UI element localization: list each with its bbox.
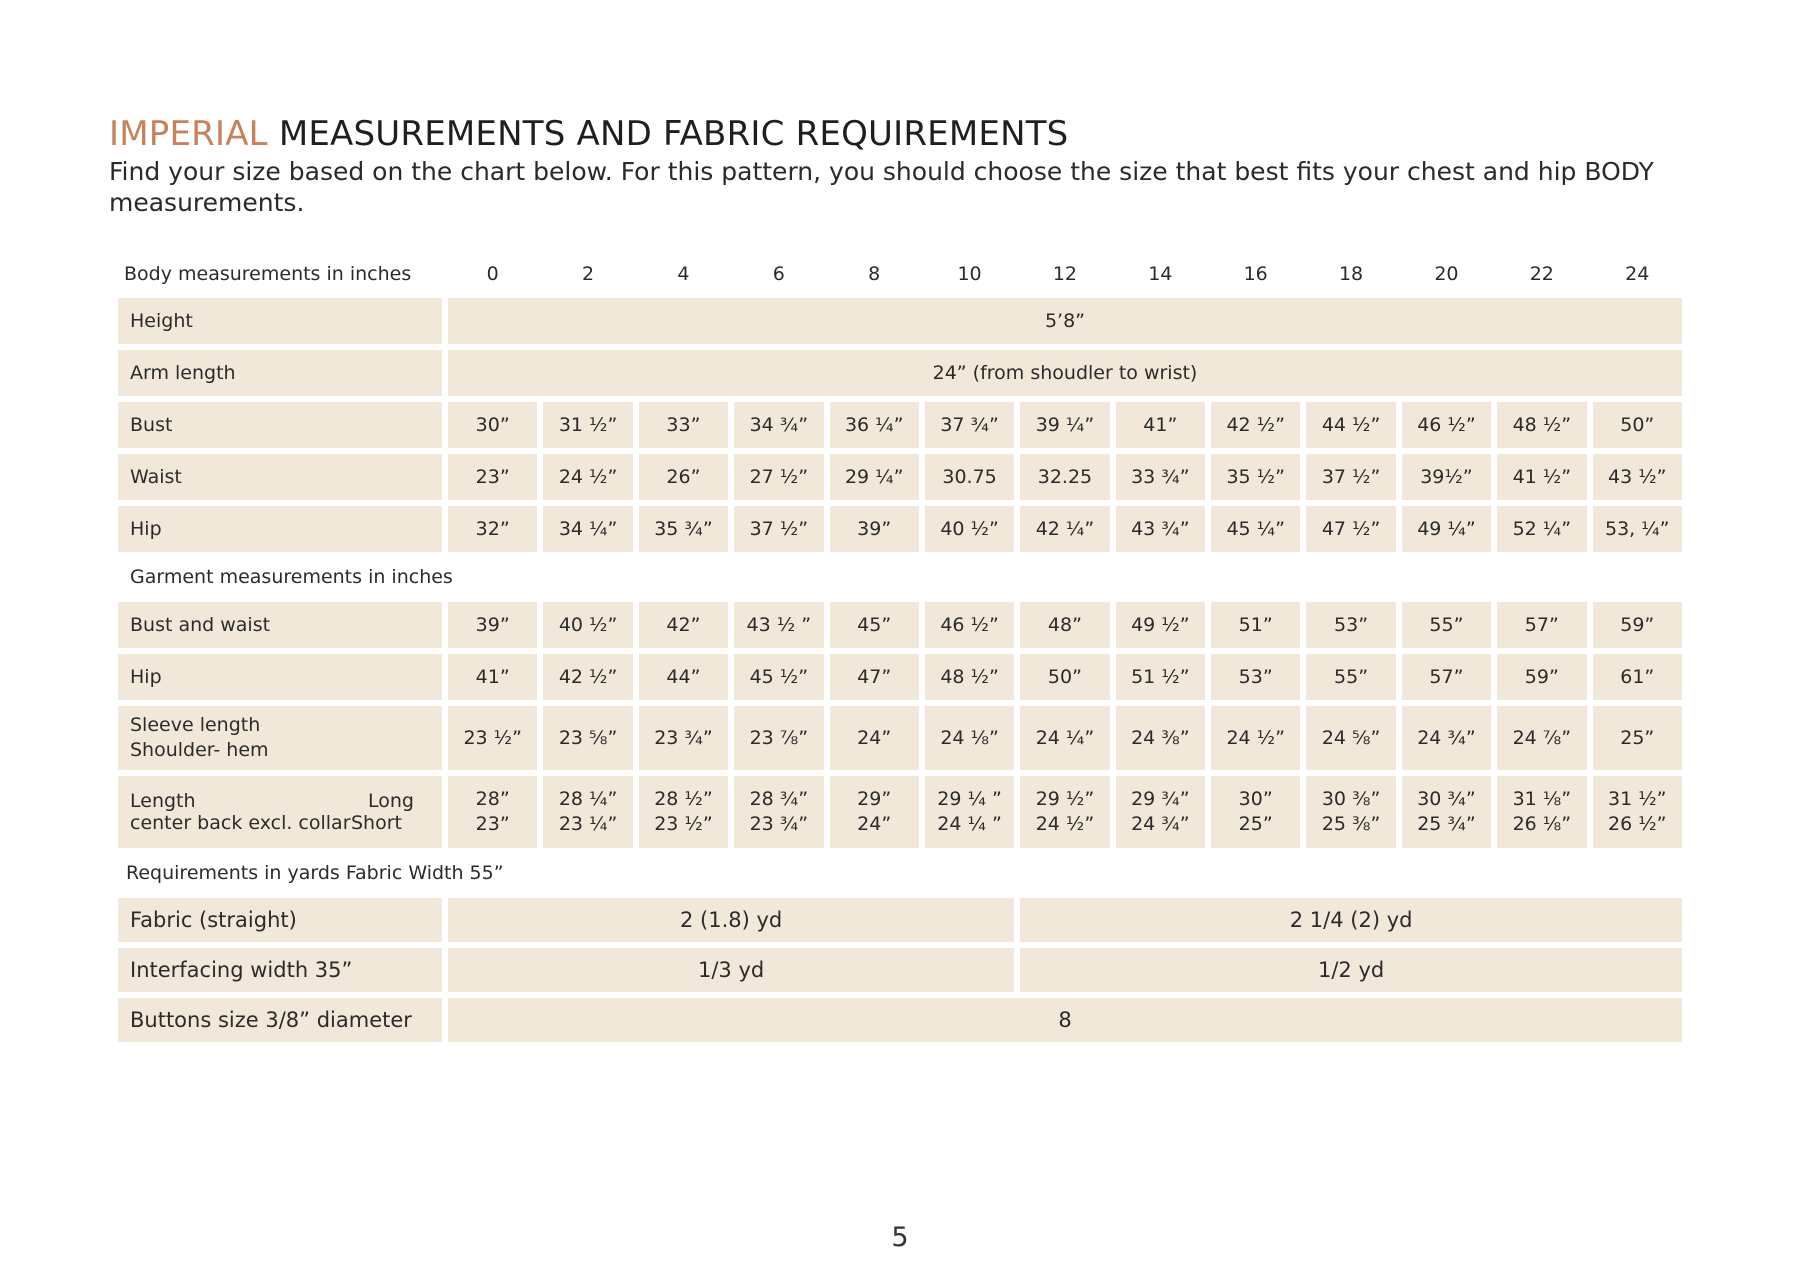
page-number: 5: [891, 1222, 909, 1253]
cell: 46 ½”: [925, 602, 1014, 648]
size-6: 6: [772, 263, 785, 285]
label-line-2: Shoulder- hem: [130, 739, 269, 761]
short-value: 24 ¾”: [1131, 813, 1190, 835]
cell: 26”: [639, 454, 728, 500]
cell: 41”: [1116, 402, 1205, 448]
long-value: 30 ⅜”: [1321, 788, 1381, 810]
cell: 36 ¼”: [830, 402, 919, 448]
cell: 27 ½”: [734, 454, 823, 500]
long-value: 28”: [475, 788, 510, 810]
size-14: 14: [1148, 263, 1173, 285]
hip-row: [118, 506, 1682, 552]
cell: [1306, 776, 1395, 848]
long-label: Long: [368, 790, 414, 812]
buttons-value: 8: [448, 998, 1682, 1042]
row-label: [118, 776, 442, 848]
interfacing-row: [118, 948, 1682, 992]
cell: 24 ⅜”: [1116, 706, 1205, 770]
short-value: 23”: [475, 813, 510, 835]
cell: 24 ½”: [543, 454, 632, 500]
bust-row: [118, 402, 1682, 448]
size-24: 24: [1625, 263, 1650, 285]
cell: 40 ½”: [925, 506, 1014, 552]
short-value: 23 ½”: [654, 813, 713, 835]
cell: 55”: [1306, 654, 1395, 700]
cell: 37 ¾”: [925, 402, 1014, 448]
cell: 48 ½”: [1497, 402, 1586, 448]
cell: 42 ½”: [1211, 402, 1300, 448]
long-value: 28 ¾”: [749, 788, 809, 810]
cell: 47 ½”: [1306, 506, 1395, 552]
short-value: 23 ¼”: [558, 813, 618, 835]
cell: [1020, 776, 1109, 848]
cell: 43 ¾”: [1116, 506, 1205, 552]
row-label: Fabric (straight): [118, 898, 442, 942]
cell: [448, 776, 537, 848]
size-8: 8: [868, 263, 881, 285]
long-value: 29 ¾”: [1131, 788, 1190, 810]
height-value: 5’8”: [448, 298, 1682, 344]
cell: 24 ⅞”: [1497, 706, 1586, 770]
long-value: 31 ⅛”: [1512, 788, 1572, 810]
sleeve-length-row: [118, 706, 1682, 770]
row-label: [118, 706, 442, 770]
length-label: Length: [130, 790, 196, 812]
size-12: 12: [1052, 263, 1078, 285]
cell: 30”: [448, 402, 537, 448]
long-value: 30 ¾”: [1417, 788, 1476, 810]
cell: 43 ½”: [1593, 454, 1683, 500]
cell: 30.75: [925, 454, 1014, 500]
length-row: [118, 776, 1682, 848]
cell: 53”: [1306, 602, 1395, 648]
arm-length-value: 24” (from shoudler to wrist): [448, 350, 1682, 396]
cell: 44”: [639, 654, 728, 700]
cell: 48 ½”: [925, 654, 1014, 700]
requirements-section-row: [118, 854, 1682, 892]
long-value: 29 ½”: [1035, 788, 1095, 810]
cell: 39”: [448, 602, 537, 648]
cell: 49 ½”: [1116, 602, 1205, 648]
cell: 35 ¾”: [639, 506, 728, 552]
cell: [734, 776, 823, 848]
cell: 35 ½”: [1211, 454, 1300, 500]
cell: [830, 776, 919, 848]
cell: 50”: [1020, 654, 1109, 700]
buttons-row: [118, 998, 1682, 1042]
waist-row: [118, 454, 1682, 500]
cell: 44 ½”: [1306, 402, 1395, 448]
cell: 45”: [830, 602, 919, 648]
short-value: 25 ¾”: [1417, 813, 1476, 835]
cell: 24 ½”: [1211, 706, 1300, 770]
cell: [543, 776, 632, 848]
length-label-line-1: [130, 790, 442, 812]
cell: 45 ½”: [734, 654, 823, 700]
cell: 25”: [1593, 706, 1683, 770]
cell: [1211, 776, 1300, 848]
cell: 32.25: [1020, 454, 1109, 500]
page-title: [109, 114, 1068, 154]
page-subtitle: Find your size based on the chart below. For this pattern, you should choose the size that best fits your chest and hip BODY measurements.: [109, 157, 1654, 217]
size-18: 18: [1338, 263, 1364, 285]
header-label: Body measurements in inches: [124, 263, 412, 285]
size-10: 10: [957, 263, 982, 285]
title-accent: IMPERIAL: [109, 114, 268, 154]
cell: 42”: [639, 602, 728, 648]
cell: 40 ½”: [543, 602, 632, 648]
short-value: 25”: [1238, 813, 1273, 835]
cell: [639, 776, 728, 848]
cell: 24 ¾”: [1402, 706, 1491, 770]
fabric-row: [118, 898, 1682, 942]
cell: 39 ¼”: [1020, 402, 1109, 448]
cell: 23 ¾”: [639, 706, 728, 770]
short-value: 25 ⅜”: [1321, 813, 1381, 835]
cell: 57”: [1497, 602, 1586, 648]
cell: 45 ¼”: [1211, 506, 1300, 552]
cell: 24 ⅛”: [925, 706, 1014, 770]
short-value: 24 ½”: [1035, 813, 1095, 835]
cell: 24 ¼”: [1020, 706, 1109, 770]
garment-section-row: [118, 558, 1682, 596]
cell: 53, ¼”: [1593, 506, 1683, 552]
long-value: 31 ½”: [1608, 788, 1667, 810]
cell: 49 ¼”: [1402, 506, 1491, 552]
size-22: 22: [1529, 263, 1554, 285]
size-chart-table: [112, 250, 1688, 1048]
cell: 51 ½”: [1116, 654, 1205, 700]
row-label: Hip: [118, 654, 442, 700]
cell: 34 ¾”: [734, 402, 823, 448]
short-value: 24”: [857, 813, 892, 835]
cell: 29 ¼”: [830, 454, 919, 500]
cell: 34 ¼”: [543, 506, 632, 552]
row-label: Height: [118, 298, 442, 344]
height-row: [118, 298, 1682, 344]
cell: 53”: [1211, 654, 1300, 700]
cell: 23 ⅞”: [734, 706, 823, 770]
cell: 42 ½”: [543, 654, 632, 700]
cell: [925, 776, 1014, 848]
cell: 24”: [830, 706, 919, 770]
cell: 57”: [1402, 654, 1491, 700]
bust-waist-row: [118, 602, 1682, 648]
length-label-line-2: [130, 812, 442, 834]
cell: 33”: [639, 402, 728, 448]
interfacing-large-sizes: 1/2 yd: [1020, 948, 1682, 992]
cell: 37 ½”: [734, 506, 823, 552]
short-value: 26 ⅛”: [1512, 813, 1572, 835]
fabric-small-sizes: 2 (1.8) yd: [448, 898, 1014, 942]
arm-length-row: [118, 350, 1682, 396]
cell: 23 ½”: [448, 706, 537, 770]
short-value: 23 ¾”: [749, 813, 809, 835]
row-label: Hip: [118, 506, 442, 552]
short-value: 26 ½”: [1608, 813, 1667, 835]
row-label: Arm length: [118, 350, 442, 396]
cell: [1402, 776, 1491, 848]
cell: 61”: [1593, 654, 1683, 700]
title-rest: MEASUREMENTS AND FABRIC REQUIREMENTS: [267, 114, 1069, 154]
cell: 52 ¼”: [1497, 506, 1586, 552]
cell: 33 ¾”: [1116, 454, 1205, 500]
cell: 43 ½ ”: [734, 602, 823, 648]
row-label: Waist: [118, 454, 442, 500]
cell: 37 ½”: [1306, 454, 1395, 500]
section-heading: Requirements in yards Fabric Width 55”: [126, 862, 504, 884]
interfacing-small-sizes: 1/3 yd: [448, 948, 1014, 992]
cell: [1497, 776, 1586, 848]
cell: 39½”: [1402, 454, 1491, 500]
short-label: Short: [351, 812, 402, 834]
cell: 41 ½”: [1497, 454, 1586, 500]
size-2: 2: [582, 263, 595, 285]
size-20: 20: [1434, 263, 1459, 285]
row-label: Bust: [118, 402, 442, 448]
section-heading: Garment measurements in inches: [130, 566, 453, 588]
size-header-row: [118, 256, 1682, 292]
label-line-1: Sleeve length: [130, 714, 261, 736]
row-label: Bust and waist: [118, 602, 442, 648]
short-value: 24 ¼ ”: [937, 813, 1002, 835]
cell: [1593, 776, 1683, 848]
cell: 42 ¼”: [1020, 506, 1109, 552]
long-value: 29 ¼ ”: [937, 788, 1002, 810]
row-label: Interfacing width 35”: [118, 948, 442, 992]
size-0: 0: [486, 263, 499, 285]
cell: 55”: [1402, 602, 1491, 648]
center-back-label: center back excl. collar: [130, 812, 351, 834]
garment-hip-row: [118, 654, 1682, 700]
row-label: Buttons size 3/8” diameter: [118, 998, 442, 1042]
cell: 39”: [830, 506, 919, 552]
cell: 23”: [448, 454, 537, 500]
long-value: 29”: [857, 788, 892, 810]
cell: 31 ½”: [543, 402, 632, 448]
cell: 59”: [1593, 602, 1683, 648]
cell: 41”: [448, 654, 537, 700]
cell: 47”: [830, 654, 919, 700]
cell: 48”: [1020, 602, 1109, 648]
size-4: 4: [677, 263, 690, 285]
cell: 59”: [1497, 654, 1586, 700]
cell: 50”: [1593, 402, 1683, 448]
long-value: 30”: [1238, 788, 1273, 810]
cell: 46 ½”: [1402, 402, 1491, 448]
long-value: 28 ½”: [654, 788, 713, 810]
cell: 23 ⅝”: [543, 706, 632, 770]
size-16: 16: [1243, 263, 1268, 285]
cell: 51”: [1211, 602, 1300, 648]
cell: [1116, 776, 1205, 848]
cell: 32”: [448, 506, 537, 552]
cell: 24 ⅝”: [1306, 706, 1395, 770]
long-value: 28 ¼”: [558, 788, 618, 810]
fabric-large-sizes: 2 1/4 (2) yd: [1020, 898, 1682, 942]
